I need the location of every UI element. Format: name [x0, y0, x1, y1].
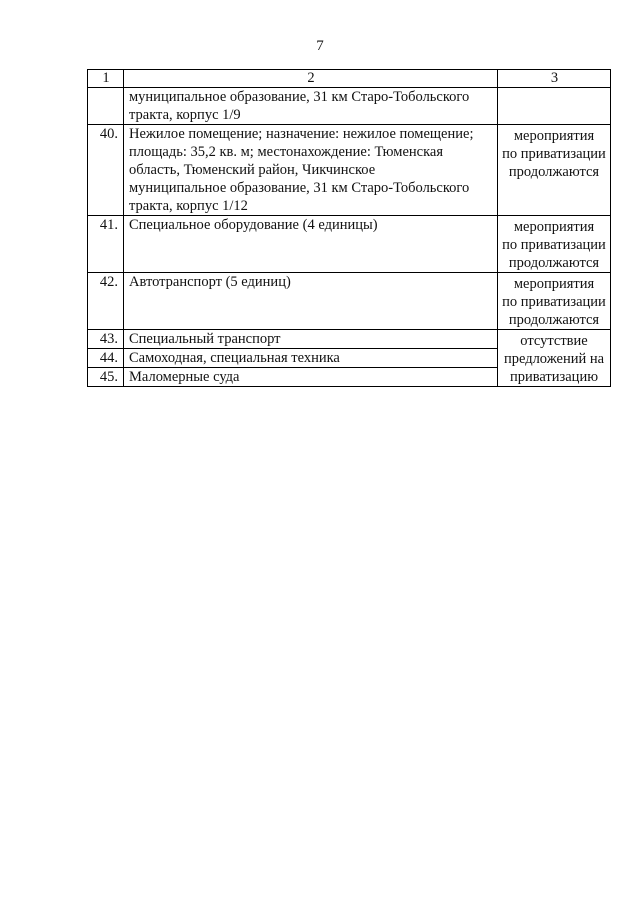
description-line: Специальный транспорт [129, 331, 281, 347]
status-line: мероприятия [513, 128, 595, 144]
row-number: 45. [88, 368, 124, 387]
status-line: продолжаются [508, 164, 600, 180]
header-col-3: 3 [498, 70, 611, 88]
status-line: отсутствие [520, 333, 588, 349]
row-description [124, 273, 498, 330]
description-line: тракта, корпус 1/9 [129, 107, 241, 123]
row-description [124, 349, 498, 368]
property-table [87, 69, 611, 387]
description-line: муниципальное образование, 31 км Старо-Тобольского [129, 89, 470, 105]
description-line: Маломерные суда [129, 369, 240, 385]
description-line: Нежилое помещение; назначение: нежилое помещение; [129, 126, 474, 142]
status-line: предложений на [503, 351, 605, 367]
header-col-1: 1 [88, 70, 124, 88]
description-line: область, Тюменский район, Чикчинское [129, 162, 376, 178]
table-row-continuation [88, 88, 611, 125]
description-line: Самоходная, специальная техника [129, 350, 340, 366]
status-line: по приватизации [502, 294, 606, 310]
row-description [124, 330, 498, 349]
table-header-row [88, 70, 611, 88]
row-status [498, 216, 611, 273]
row-number: 44. [88, 349, 124, 368]
row-status [498, 125, 611, 216]
status-line: по приватизации [502, 237, 606, 253]
status-line: мероприятия [513, 219, 595, 235]
row-description [124, 125, 498, 216]
header-col-2: 2 [124, 70, 498, 88]
description-line: Автотранспорт (5 единиц) [129, 274, 291, 290]
merged-status [498, 330, 611, 387]
status-line: продолжаются [508, 312, 600, 328]
status-line: приватизацию [509, 369, 599, 385]
row-status [498, 273, 611, 330]
table-row-42 [88, 273, 611, 330]
status-line: мероприятия [513, 276, 595, 292]
page-number: 7 [316, 38, 324, 54]
row-number: 43. [88, 330, 124, 349]
row-number [88, 88, 124, 125]
description-line: тракта, корпус 1/12 [129, 198, 248, 214]
row-status [498, 88, 611, 125]
status-line: по приватизации [502, 146, 606, 162]
status-line: продолжаются [508, 255, 600, 271]
row-description [124, 88, 498, 125]
table-row-43 [88, 330, 611, 349]
row-number: 40. [88, 125, 124, 216]
description-line: Специальное оборудование (4 единицы) [129, 217, 378, 233]
description-line: площадь: 35,2 кв. м; местонахождение: Тюменская [129, 144, 444, 160]
row-number: 41. [88, 216, 124, 273]
row-number: 42. [88, 273, 124, 330]
row-description [124, 216, 498, 273]
row-description [124, 368, 498, 387]
table-row-40 [88, 125, 611, 216]
table-row-41 [88, 216, 611, 273]
description-line: муниципальное образование, 31 км Старо-Тобольского [129, 180, 470, 196]
